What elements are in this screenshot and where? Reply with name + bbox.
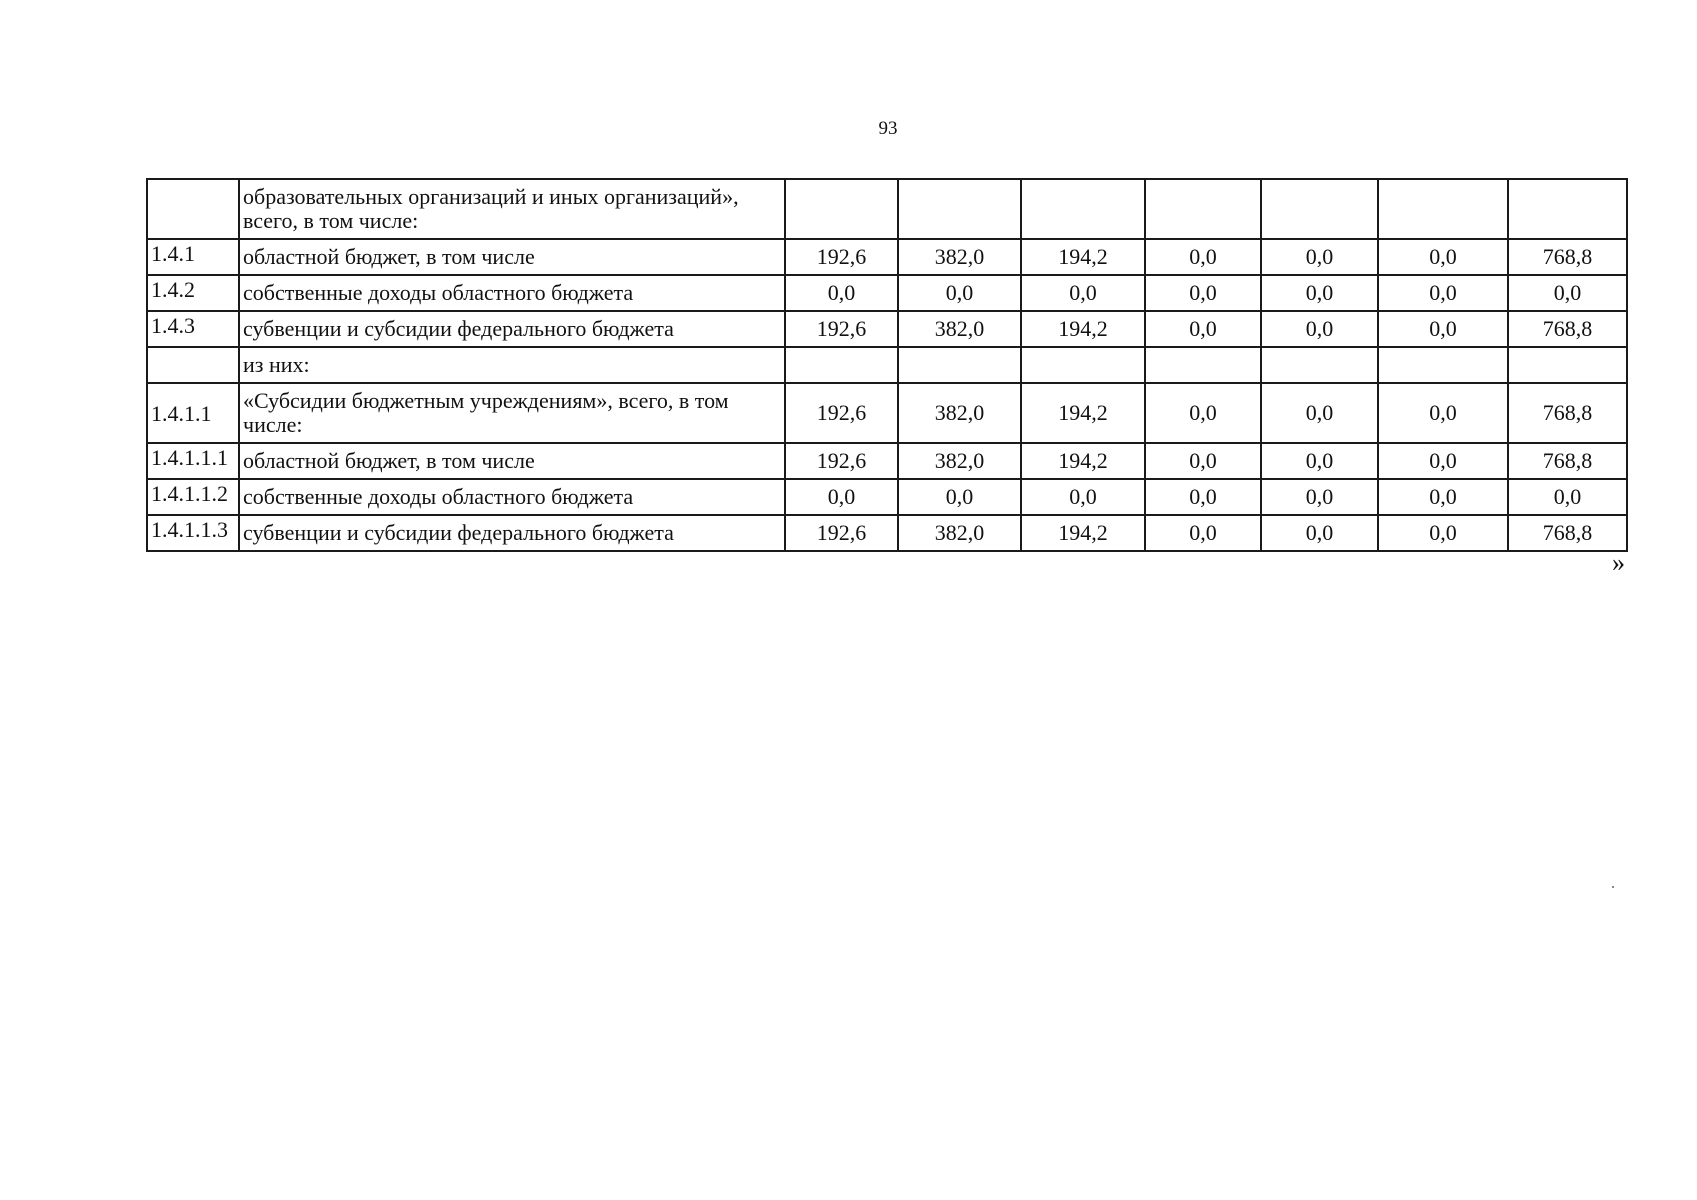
row-value: 0,0 (1261, 479, 1378, 515)
row-value: 0,0 (785, 479, 898, 515)
row-total (1508, 179, 1627, 239)
row-description: собственные доходы областного бюджета (239, 275, 785, 311)
row-value (1261, 179, 1378, 239)
table-row (147, 311, 1627, 347)
row-value (1021, 347, 1145, 383)
row-value: 192,6 (785, 443, 898, 479)
row-code: 1.4.1.1.1 (147, 443, 239, 479)
row-value: 0,0 (1378, 239, 1508, 275)
row-code: 1.4.2 (147, 275, 239, 311)
row-total: 0,0 (1508, 479, 1627, 515)
row-value: 382,0 (898, 383, 1021, 443)
row-value (898, 347, 1021, 383)
row-value: 0,0 (1378, 443, 1508, 479)
row-value (1378, 179, 1508, 239)
row-value: 0,0 (785, 275, 898, 311)
row-value: 194,2 (1021, 383, 1145, 443)
row-value: 192,6 (785, 383, 898, 443)
row-value: 192,6 (785, 515, 898, 551)
row-code: 1.4.1.1 (147, 383, 239, 443)
row-description: субвенции и субсидии федерального бюджета (239, 311, 785, 347)
row-value (1261, 347, 1378, 383)
row-code (147, 347, 239, 383)
row-value: 0,0 (1378, 515, 1508, 551)
row-value: 194,2 (1021, 239, 1145, 275)
row-value (1021, 179, 1145, 239)
row-total: 768,8 (1508, 443, 1627, 479)
row-value: 194,2 (1021, 515, 1145, 551)
row-code: 1.4.1.1.2 (147, 479, 239, 515)
row-value: 0,0 (1145, 515, 1261, 551)
row-value: 192,6 (785, 239, 898, 275)
row-value: 192,6 (785, 311, 898, 347)
row-value: 0,0 (898, 275, 1021, 311)
row-value (1378, 347, 1508, 383)
table-row (147, 383, 1627, 443)
row-value: 0,0 (1261, 515, 1378, 551)
row-total: 768,8 (1508, 383, 1627, 443)
row-value: 0,0 (1261, 383, 1378, 443)
row-value (785, 347, 898, 383)
row-value: 0,0 (1145, 239, 1261, 275)
table-row (147, 239, 1627, 275)
row-value: 194,2 (1021, 443, 1145, 479)
table-row (147, 443, 1627, 479)
row-value: 0,0 (1145, 383, 1261, 443)
row-description: из них: (239, 347, 785, 383)
row-value (1145, 179, 1261, 239)
row-value: 0,0 (1378, 479, 1508, 515)
row-value (898, 179, 1021, 239)
row-code: 1.4.1 (147, 239, 239, 275)
row-value: 382,0 (898, 443, 1021, 479)
row-value: 0,0 (1261, 275, 1378, 311)
row-value: 0,0 (898, 479, 1021, 515)
row-value: 0,0 (1145, 443, 1261, 479)
table-row (147, 347, 1627, 383)
table-row (147, 275, 1627, 311)
row-total (1508, 347, 1627, 383)
row-description: собственные доходы областного бюджета (239, 479, 785, 515)
row-code (147, 179, 239, 239)
closing-quote-mark: » (1612, 548, 1625, 577)
table-row (147, 515, 1627, 551)
row-value: 0,0 (1378, 383, 1508, 443)
row-description: образовательных организаций и иных организаций», всего, в том числе: (239, 179, 785, 239)
row-description: «Субсидии бюджетным учреждениям», всего, в том числе: (239, 383, 785, 443)
row-value: 0,0 (1261, 239, 1378, 275)
row-code: 1.4.3 (147, 311, 239, 347)
row-value (785, 179, 898, 239)
page-number: 93 (878, 118, 898, 139)
row-value: 0,0 (1378, 275, 1508, 311)
row-description: областной бюджет, в том числе (239, 443, 785, 479)
row-value: 0,0 (1261, 443, 1378, 479)
row-value: 0,0 (1261, 311, 1378, 347)
row-value: 0,0 (1145, 275, 1261, 311)
row-value: 0,0 (1021, 479, 1145, 515)
row-total: 768,8 (1508, 515, 1627, 551)
row-value: 0,0 (1145, 479, 1261, 515)
row-value: 382,0 (898, 311, 1021, 347)
row-total: 768,8 (1508, 239, 1627, 275)
row-value: 0,0 (1378, 311, 1508, 347)
row-total: 0,0 (1508, 275, 1627, 311)
row-total: 768,8 (1508, 311, 1627, 347)
row-code: 1.4.1.1.3 (147, 515, 239, 551)
row-description: субвенции и субсидии федерального бюджета (239, 515, 785, 551)
row-description: областной бюджет, в том числе (239, 239, 785, 275)
table-row (147, 479, 1627, 515)
row-value: 194,2 (1021, 311, 1145, 347)
row-value: 0,0 (1021, 275, 1145, 311)
row-value: 382,0 (898, 515, 1021, 551)
table-row (147, 179, 1627, 239)
row-value: 382,0 (898, 239, 1021, 275)
scan-speck (1612, 886, 1614, 888)
row-value (1145, 347, 1261, 383)
budget-table (146, 178, 1628, 552)
row-value: 0,0 (1145, 311, 1261, 347)
